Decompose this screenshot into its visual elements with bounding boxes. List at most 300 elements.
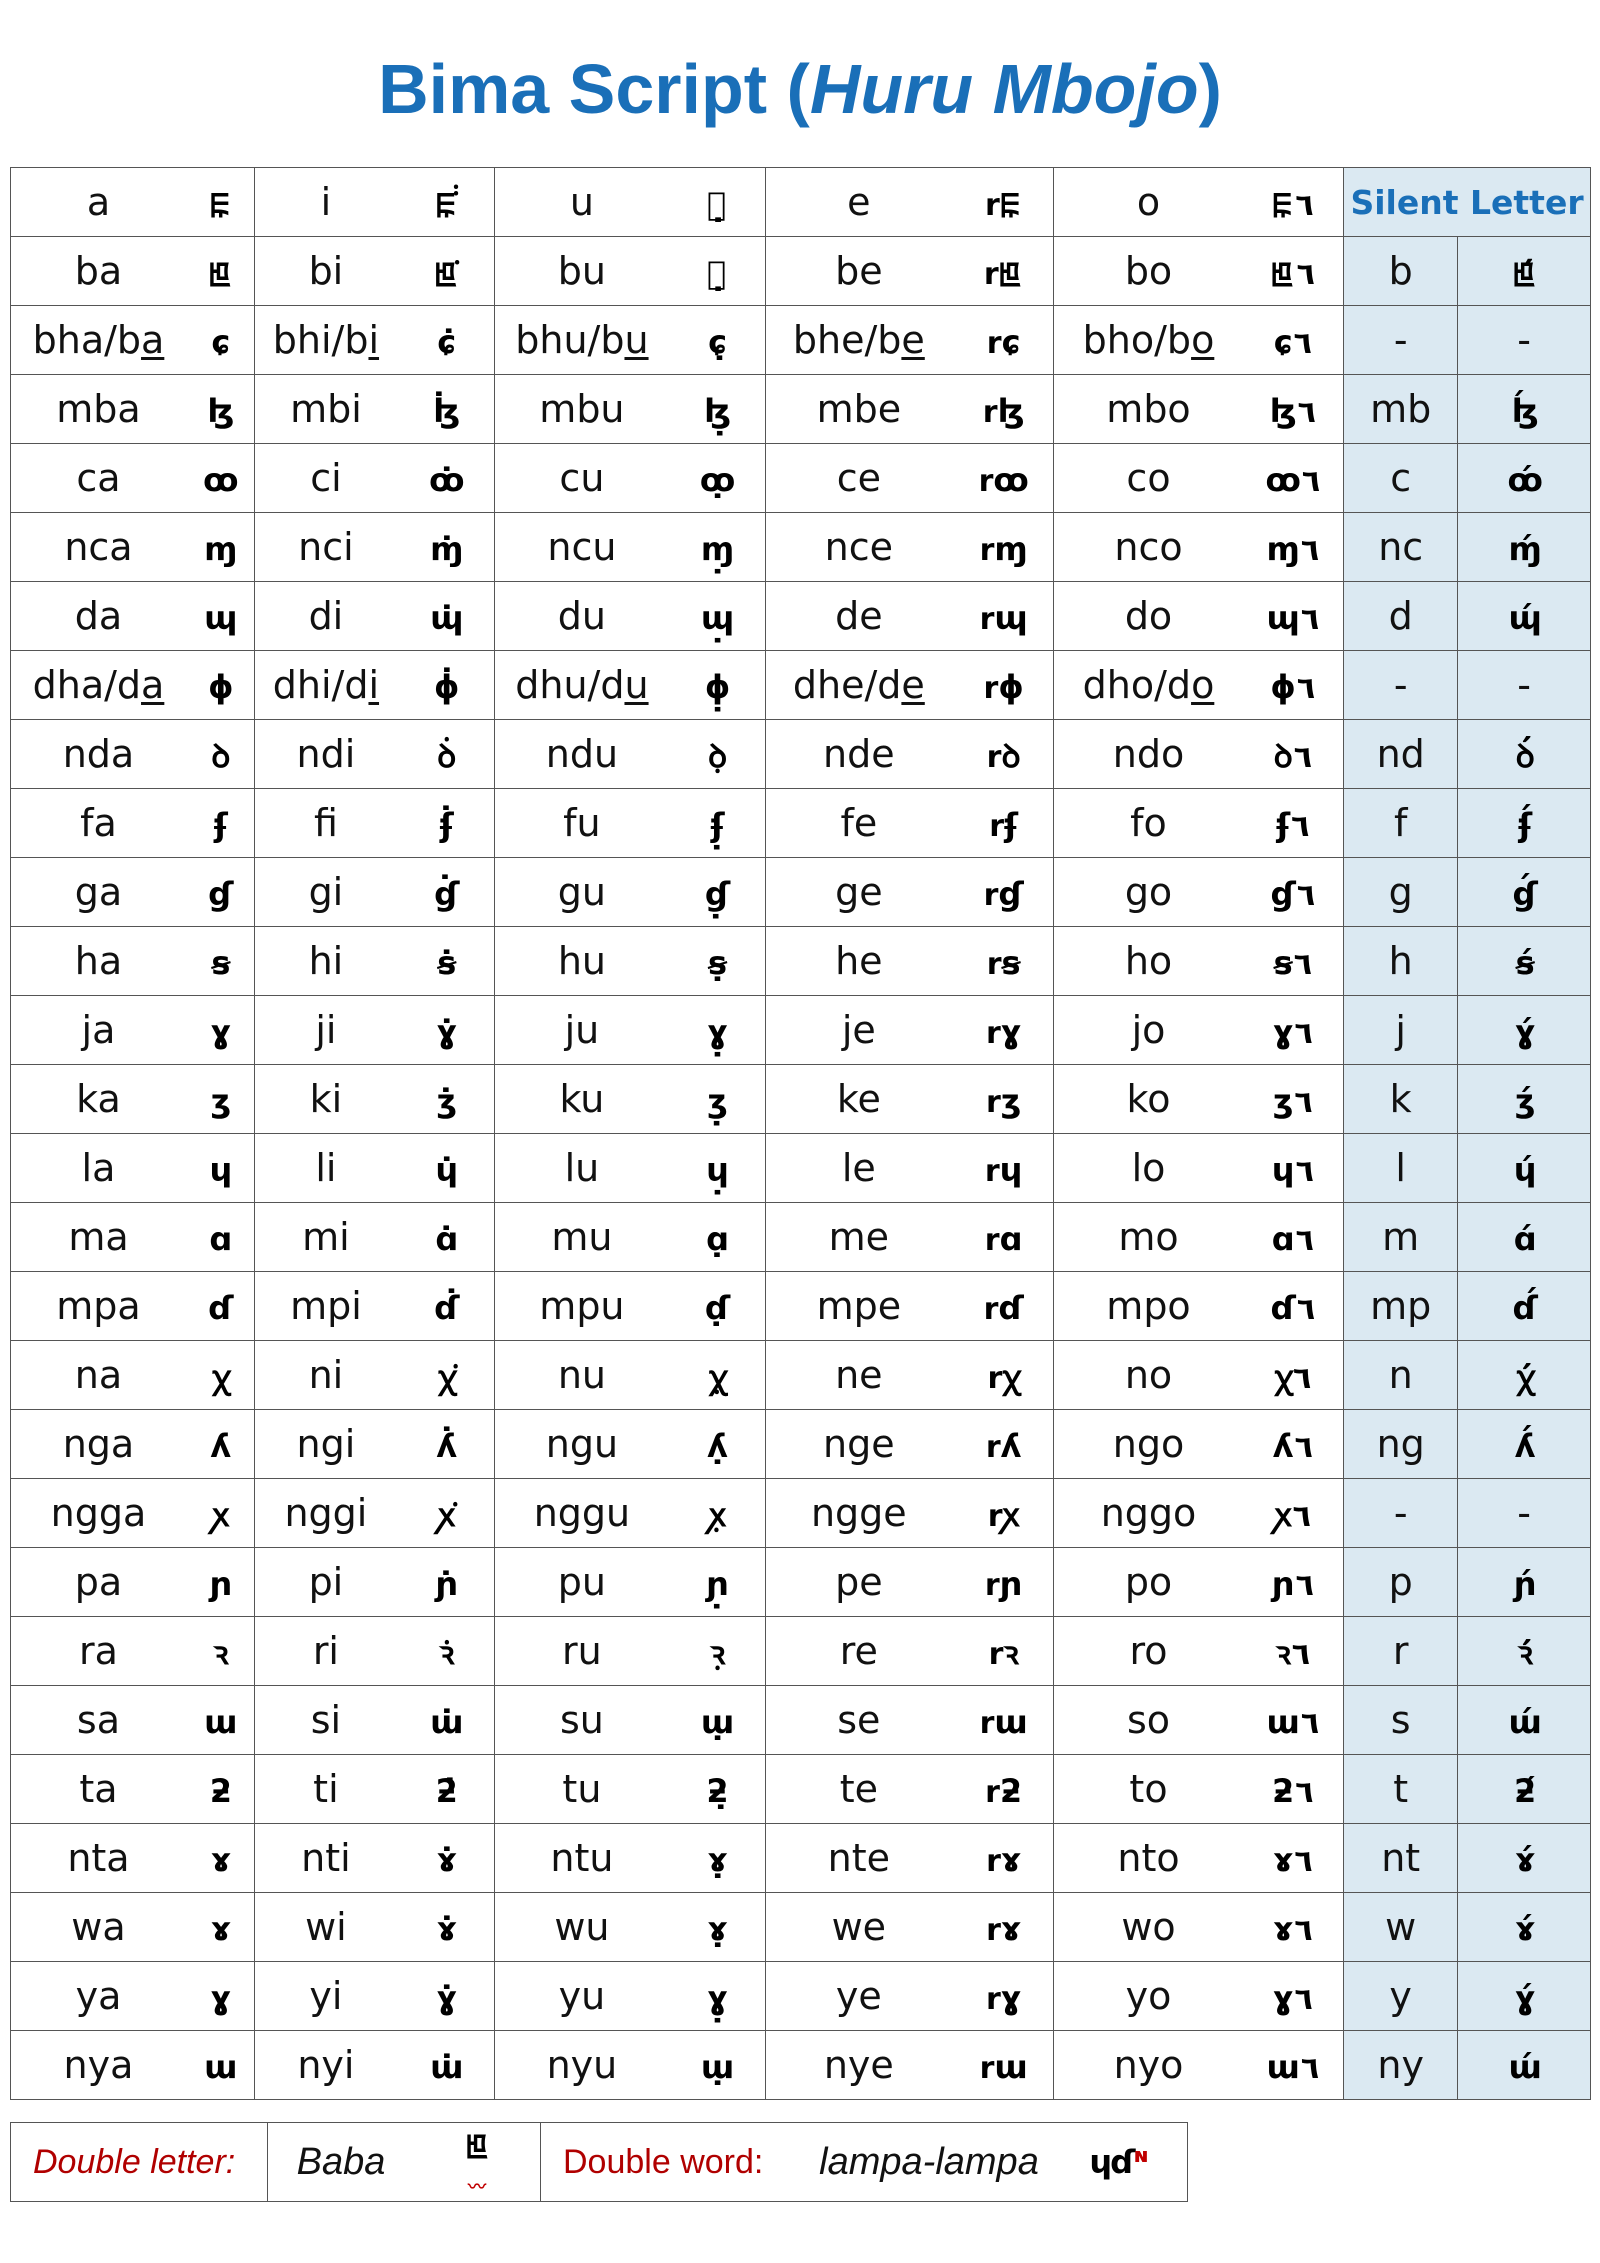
syllable-row — [11, 1341, 1591, 1410]
bima-glyph-icon: ʄ — [213, 806, 226, 844]
syllable-latin: pu — [495, 1548, 668, 1617]
bima-glyph-icon: rɰ — [979, 599, 1026, 637]
syllable-glyph — [397, 1341, 495, 1410]
silent-glyph — [1458, 375, 1591, 444]
syllable-glyph — [186, 444, 254, 513]
syllable-glyph — [186, 237, 254, 306]
syllable-latin: ma — [11, 1203, 186, 1272]
syllable-glyph — [186, 1203, 254, 1272]
syllable-glyph — [668, 720, 765, 789]
syllable-latin: nya — [11, 2031, 186, 2100]
syllable-latin: fa — [11, 789, 186, 858]
bima-glyph-icon: rɱ — [979, 530, 1026, 568]
bima-glyph-icon: ꝏ — [203, 461, 237, 499]
syllable-glyph — [1243, 1548, 1344, 1617]
syllable-latin: yi — [254, 1962, 397, 2031]
bima-glyph-icon: rꝺ — [986, 736, 1019, 775]
bima-glyph-icon: rꝏ — [978, 461, 1027, 499]
syllable-glyph — [668, 1617, 765, 1686]
syllable-latin: su — [495, 1686, 668, 1755]
silent-latin: - — [1344, 1479, 1458, 1548]
syllable-latin: yu — [495, 1962, 668, 2031]
bima-glyph-icon: rɠ — [983, 875, 1022, 913]
bima-glyph-icon: ɱ ٦ — [1266, 530, 1320, 568]
silent-glyph — [1458, 789, 1591, 858]
syllable-glyph — [952, 858, 1054, 927]
bima-glyph-icon: ɗ — [208, 1289, 232, 1327]
syllable-glyph — [1243, 789, 1344, 858]
syllable-glyph — [1243, 2031, 1344, 2100]
bima-glyph-icon: rɤ — [986, 1910, 1020, 1948]
syllable-latin: gi — [254, 858, 397, 927]
silent-latin: l — [1344, 1134, 1458, 1203]
syllable-latin: dho/do — [1054, 651, 1243, 720]
page-title: Bima Script (Huru Mbojo) — [378, 50, 1222, 128]
syllable-latin: bhi/bi — [254, 306, 397, 375]
bima-glyph-icon: ɤ̇ — [436, 1910, 455, 1948]
syllable-latin: nda — [11, 720, 186, 789]
bima-glyph-icon: ɤ — [210, 1910, 230, 1948]
vowel-latin-i: i — [254, 168, 397, 237]
syllable-latin: so — [1054, 1686, 1243, 1755]
silent-glyph — [1458, 513, 1591, 582]
syllable-glyph — [952, 513, 1054, 582]
silent-glyph — [1458, 1134, 1591, 1203]
syllable-glyph — [952, 996, 1054, 1065]
bima-glyph-icon: ɤ ٦ — [1273, 1841, 1313, 1879]
bima-glyph-icon: ꡀ̇̇ — [435, 184, 456, 223]
bima-script-table — [10, 167, 1591, 2100]
syllable-glyph — [186, 1548, 254, 1617]
bima-glyph-icon: ɸ̇ — [434, 668, 458, 706]
silent-latin: p — [1344, 1548, 1458, 1617]
syllable-row — [11, 858, 1591, 927]
bima-glyph-icon: ɣ́ — [1514, 1013, 1534, 1051]
syllable-glyph — [952, 927, 1054, 996]
bima-glyph-icon: rꞩ — [986, 944, 1019, 982]
syllable-glyph — [186, 1617, 254, 1686]
bima-glyph-icon: ɲ̇ — [435, 1565, 457, 1603]
syllable-glyph — [952, 1203, 1054, 1272]
syllable-row — [11, 996, 1591, 1065]
bima-glyph-icon: ꝏ́ — [1507, 461, 1541, 499]
syllable-latin: ke — [765, 1065, 952, 1134]
syllable-latin: nye — [765, 2031, 952, 2100]
syllable-glyph — [668, 513, 765, 582]
bima-glyph-icon: ɱ̣ — [700, 530, 733, 568]
syllable-latin: gu — [495, 858, 668, 927]
bima-glyph-icon: ꝺ́ — [1515, 736, 1533, 775]
syllable-row — [11, 927, 1591, 996]
syllable-glyph — [397, 375, 495, 444]
syllable-glyph — [668, 789, 765, 858]
syllable-glyph — [397, 1134, 495, 1203]
bima-glyph-icon: rɯ — [979, 1703, 1026, 1741]
syllable-row — [11, 513, 1591, 582]
syllable-latin: ta — [11, 1755, 186, 1824]
syllable-latin: cu — [495, 444, 668, 513]
syllable-glyph — [186, 513, 254, 582]
syllable-latin: dha/da — [11, 651, 186, 720]
syllable-latin: nto — [1054, 1824, 1243, 1893]
silent-latin: ng — [1344, 1410, 1458, 1479]
syllable-row — [11, 1134, 1591, 1203]
syllable-glyph — [668, 1755, 765, 1824]
syllable-latin: ncu — [495, 513, 668, 582]
syllable-latin: ki — [254, 1065, 397, 1134]
silent-glyph: - — [1458, 651, 1591, 720]
bima-glyph-icon: ꝛ — [213, 1633, 227, 1672]
syllable-latin: mpi — [254, 1272, 397, 1341]
syllable-glyph — [1243, 306, 1344, 375]
bima-glyph-icon: ƻ̣ — [706, 1772, 727, 1810]
bima-glyph-icon: ɣ́ — [1514, 1979, 1534, 2017]
silent-glyph — [1458, 996, 1591, 1065]
syllable-glyph — [397, 1617, 495, 1686]
bima-glyph-icon: ꞩ̇ — [437, 944, 455, 982]
bima-glyph-icon: ƻ — [209, 1772, 230, 1810]
syllable-glyph — [668, 237, 765, 306]
silent-latin: b — [1344, 237, 1458, 306]
syllable-latin: mba — [11, 375, 186, 444]
bima-glyph-icon: ɯ ٦ — [1266, 2048, 1320, 2086]
syllable-glyph — [397, 306, 495, 375]
silent-glyph — [1458, 1617, 1591, 1686]
vowel-latin-o: o — [1054, 168, 1243, 237]
syllable-latin: lu — [495, 1134, 668, 1203]
bima-glyph-icon: ꝛ̇ — [439, 1633, 453, 1672]
syllable-latin: te — [765, 1755, 952, 1824]
bima-glyph-icon: rʎ — [985, 1427, 1020, 1465]
bima-glyph-icon: ʄ̇ — [439, 806, 452, 844]
syllable-latin: nca — [11, 513, 186, 582]
bima-glyph-icon: ɤ̇ — [436, 1841, 455, 1879]
bima-glyph-icon: ɸ̣ — [704, 668, 729, 706]
syllable-glyph — [186, 858, 254, 927]
syllable-glyph — [186, 720, 254, 789]
syllable-latin: na — [11, 1341, 186, 1410]
syllable-glyph — [397, 651, 495, 720]
bima-glyph-icon: ʎ́ — [1514, 1427, 1534, 1465]
syllable-latin: mo — [1054, 1203, 1243, 1272]
bima-glyph-icon: ɰ — [204, 599, 236, 637]
syllable-glyph — [1243, 1479, 1344, 1548]
syllable-latin: ce — [765, 444, 952, 513]
syllable-glyph — [668, 651, 765, 720]
bima-glyph-icon: ꝛ ٦ — [1275, 1633, 1311, 1672]
bima-glyph-icon: rɗ — [983, 1289, 1022, 1327]
syllable-row — [11, 2031, 1591, 2100]
syllable-glyph — [668, 1203, 765, 1272]
bima-glyph-icon: ɯ ٦ — [1266, 1703, 1320, 1741]
bima-glyph-icon: rɕ — [986, 323, 1019, 361]
bima-glyph-icon: ꡁ — [208, 253, 232, 292]
syllable-glyph — [1243, 858, 1344, 927]
bima-glyph-icon: ꭓ̇ — [437, 1357, 454, 1396]
bima-glyph-icon: ɣ̇ — [436, 1013, 456, 1051]
bima-glyph-icon: ꞩ ٦ — [1273, 944, 1312, 982]
syllable-glyph — [397, 996, 495, 1065]
syllable-latin: bho/bo — [1054, 306, 1243, 375]
syllable-glyph — [1243, 1617, 1344, 1686]
bima-glyph-icon: ɥ́ — [1513, 1151, 1535, 1189]
syllable-latin: ga — [11, 858, 186, 927]
bima-glyph-icon: ꡀ ٦ — [1271, 184, 1314, 223]
syllable-glyph — [668, 1341, 765, 1410]
bima-glyph-icon: ɤ́ — [1514, 1910, 1534, 1948]
bima-glyph-icon: ɤ̣ — [707, 1910, 726, 1948]
syllable-glyph — [397, 1272, 495, 1341]
bima-glyph-icon: ꞩ̣ — [708, 944, 726, 982]
bima-glyph-icon: ɲ ٦ — [1271, 1565, 1314, 1603]
syllable-glyph — [397, 1893, 495, 1962]
syllable-latin: dhe/de — [765, 651, 952, 720]
syllable-latin: ne — [765, 1341, 952, 1410]
syllable-latin: mbo — [1054, 375, 1243, 444]
silent-latin: g — [1344, 858, 1458, 927]
syllable-latin: ko — [1054, 1065, 1243, 1134]
syllable-latin: fo — [1054, 789, 1243, 858]
bima-glyph-icon: ɣ ٦ — [1272, 1013, 1313, 1051]
bima-glyph-icon: ɲ̣ — [706, 1565, 727, 1603]
bima-glyph-icon: ƻ ٦ — [1272, 1772, 1314, 1810]
bima-glyph-icon: ꡁ ٦ — [1270, 253, 1315, 292]
syllable-glyph — [952, 1824, 1054, 1893]
syllable-latin: ku — [495, 1065, 668, 1134]
syllable-latin: wa — [11, 1893, 186, 1962]
silent-letter-header: Silent Letter — [1344, 168, 1591, 237]
bima-glyph-icon: ʒ̇ — [436, 1082, 456, 1120]
vowel-latin-a: a — [11, 168, 186, 237]
syllable-latin: se — [765, 1686, 952, 1755]
syllable-latin: ngo — [1054, 1410, 1243, 1479]
syllable-glyph — [952, 1479, 1054, 1548]
syllable-glyph — [397, 237, 495, 306]
syllable-latin: fi — [254, 789, 397, 858]
syllable-latin: ni — [254, 1341, 397, 1410]
silent-latin: k — [1344, 1065, 1458, 1134]
bima-glyph-icon: rʒ — [986, 1082, 1020, 1120]
syllable-latin: ye — [765, 1962, 952, 2031]
syllable-latin: be — [765, 237, 952, 306]
syllable-glyph — [668, 1479, 765, 1548]
bima-glyph-icon: ɥ ٦ — [1271, 1151, 1314, 1189]
bima-glyph-icon: ꝺ — [211, 736, 229, 775]
syllable-latin: we — [765, 1893, 952, 1962]
bima-glyph-icon: ɥ̇ — [435, 1151, 457, 1189]
syllable-latin: dhi/di — [254, 651, 397, 720]
bima-glyph-icon: ꝺ ٦ — [1273, 736, 1313, 775]
bima-glyph-icon: ɣ ٦ — [1272, 1979, 1313, 2017]
syllable-latin: nta — [11, 1824, 186, 1893]
syllable-glyph — [952, 1686, 1054, 1755]
vowel-glyph-u — [668, 168, 765, 237]
syllable-latin: mpe — [765, 1272, 952, 1341]
bima-glyph-icon: ɗ ٦ — [1270, 1289, 1316, 1327]
syllable-glyph — [668, 927, 765, 996]
bima-glyph-icon: ɱ̇ — [430, 530, 462, 568]
silent-latin: r — [1344, 1617, 1458, 1686]
syllable-latin: ti — [254, 1755, 397, 1824]
syllable-latin: ndu — [495, 720, 668, 789]
syllable-row — [11, 582, 1591, 651]
bima-glyph-icon: ʎ̣ — [707, 1427, 726, 1465]
silent-glyph — [1458, 2031, 1591, 2100]
bima-glyph-icon: ɠ̣ — [704, 875, 729, 913]
bima-glyph-icon: ɤ̣ — [707, 1841, 726, 1879]
bima-glyph-icon: ꡁ́ — [1512, 253, 1536, 292]
silent-latin: t — [1344, 1755, 1458, 1824]
bima-glyph-icon: ꭓ — [212, 1357, 228, 1396]
syllable-latin: mpa — [11, 1272, 186, 1341]
syllable-latin: do — [1054, 582, 1243, 651]
syllable-latin: ri — [254, 1617, 397, 1686]
syllable-latin: sa — [11, 1686, 186, 1755]
bima-glyph-icon: ꭗ — [212, 1495, 228, 1534]
bima-glyph-icon: rɑ — [984, 1220, 1021, 1258]
syllable-glyph — [668, 1824, 765, 1893]
syllable-glyph — [1243, 237, 1344, 306]
syllable-latin: ho — [1054, 927, 1243, 996]
bima-glyph-icon: ꭗ ٦ — [1274, 1495, 1311, 1534]
silent-glyph — [1458, 858, 1591, 927]
silent-latin: f — [1344, 789, 1458, 858]
bima-glyph-icon: ꞩ́ — [1515, 944, 1533, 982]
bima-glyph-icon: ɸ ٦ — [1270, 668, 1316, 706]
silent-glyph — [1458, 1686, 1591, 1755]
syllable-glyph — [186, 375, 254, 444]
syllable-glyph — [952, 1755, 1054, 1824]
bima-glyph-icon: ɮ̣ — [704, 392, 730, 430]
bima-glyph-icon: ɱ́ — [1508, 530, 1540, 568]
syllable-latin: nyo — [1054, 2031, 1243, 2100]
syllable-glyph — [668, 858, 765, 927]
syllable-latin: ju — [495, 996, 668, 1065]
silent-glyph: - — [1458, 306, 1591, 375]
syllable-latin: li — [254, 1134, 397, 1203]
syllable-glyph — [1243, 582, 1344, 651]
syllable-latin: fe — [765, 789, 952, 858]
silent-latin: - — [1344, 651, 1458, 720]
footer-examples — [10, 2122, 1188, 2202]
silent-glyph — [1458, 1824, 1591, 1893]
syllable-row — [11, 444, 1591, 513]
syllable-glyph — [1243, 1341, 1344, 1410]
syllable-glyph — [952, 1617, 1054, 1686]
silent-glyph — [1458, 1410, 1591, 1479]
bima-glyph-icon: ɮ ٦ — [1269, 392, 1316, 430]
bima-glyph-icon: ɕ — [211, 323, 229, 361]
syllable-glyph — [668, 1893, 765, 1962]
syllable-latin: pi — [254, 1548, 397, 1617]
bima-glyph-icon: ƻ̇ — [435, 1772, 456, 1810]
syllable-glyph — [1243, 1272, 1344, 1341]
silent-latin: d — [1344, 582, 1458, 651]
bima-glyph-icon: rꡀ — [985, 184, 1021, 223]
bima-glyph-icon: ɯ̣ — [700, 1703, 733, 1741]
syllable-latin: ja — [11, 996, 186, 1065]
syllable-latin: yo — [1054, 1962, 1243, 2031]
syllable-glyph — [1243, 444, 1344, 513]
bima-glyph-icon: rɣ — [985, 1979, 1020, 2017]
bima-glyph-icon: ɤ — [210, 1841, 230, 1879]
syllable-row — [11, 1962, 1591, 2031]
syllable-latin: mbu — [495, 375, 668, 444]
syllable-glyph — [186, 996, 254, 1065]
bima-glyph-icon: ɯ — [204, 2048, 236, 2086]
syllable-latin: nyu — [495, 2031, 668, 2100]
syllable-latin: nge — [765, 1410, 952, 1479]
bima-glyph-icon: rʄ — [989, 806, 1017, 844]
syllable-row — [11, 789, 1591, 858]
syllable-glyph — [397, 2031, 495, 2100]
syllable-latin: dhu/du — [495, 651, 668, 720]
syllable-latin: da — [11, 582, 186, 651]
bima-glyph-icon: ɲ — [209, 1565, 231, 1603]
vowel-latin-u: u — [495, 168, 668, 237]
syllable-glyph — [186, 1134, 254, 1203]
bima-glyph-icon: rꭗ — [987, 1495, 1018, 1534]
syllable-glyph — [952, 306, 1054, 375]
syllable-glyph — [1243, 1893, 1344, 1962]
silent-glyph — [1458, 1962, 1591, 2031]
bima-glyph-icon: ɯ̇ — [430, 1703, 462, 1741]
syllable-glyph — [952, 2031, 1054, 2100]
bima-glyph-icon: ꭓ ٦ — [1274, 1357, 1312, 1396]
bima-glyph-icon: rꝛ — [988, 1633, 1017, 1672]
bima-glyph-icon: ʒ — [210, 1082, 230, 1120]
bima-glyph-icon: ꭓ́ — [1516, 1357, 1532, 1396]
syllable-glyph — [1243, 1686, 1344, 1755]
syllable-glyph — [1243, 1962, 1344, 2031]
bima-glyph-icon: ɑ ٦ — [1271, 1220, 1314, 1258]
double-word-label: Double word: — [541, 2123, 808, 2202]
syllable-row — [11, 237, 1591, 306]
syllable-glyph — [397, 1410, 495, 1479]
syllable-latin: nggu — [495, 1479, 668, 1548]
bima-glyph-icon: ɮ — [207, 392, 233, 430]
syllable-latin: ha — [11, 927, 186, 996]
silent-latin: n — [1344, 1341, 1458, 1410]
syllable-latin: ci — [254, 444, 397, 513]
syllable-glyph — [952, 1410, 1054, 1479]
syllable-glyph — [668, 306, 765, 375]
bima-glyph-icon: rꡁ — [983, 253, 1022, 292]
silent-latin: mp — [1344, 1272, 1458, 1341]
syllable-latin: tu — [495, 1755, 668, 1824]
bima-glyph-icon: ɑ̇ — [435, 1220, 457, 1258]
syllable-glyph — [952, 582, 1054, 651]
double-letter-example: Baba — [268, 2123, 415, 2202]
bima-glyph-icon: rɥ — [984, 1151, 1021, 1189]
syllable-latin: di — [254, 582, 397, 651]
bima-glyph-icon: ɮ́ — [1511, 392, 1537, 430]
syllable-glyph — [186, 789, 254, 858]
silent-latin: h — [1344, 927, 1458, 996]
syllable-glyph — [952, 720, 1054, 789]
syllable-glyph — [668, 1548, 765, 1617]
syllable-glyph — [952, 444, 1054, 513]
syllable-glyph — [1243, 1134, 1344, 1203]
bima-glyph-icon: ɣ — [210, 1979, 230, 2017]
syllable-row — [11, 375, 1591, 444]
syllable-glyph — [397, 1962, 495, 2031]
syllable-glyph — [668, 1410, 765, 1479]
bima-glyph-icon: ꡀ — [209, 184, 231, 223]
bima-glyph-icon: ʒ̣ — [707, 1082, 726, 1120]
syllable-latin: po — [1054, 1548, 1243, 1617]
silent-glyph — [1458, 927, 1591, 996]
